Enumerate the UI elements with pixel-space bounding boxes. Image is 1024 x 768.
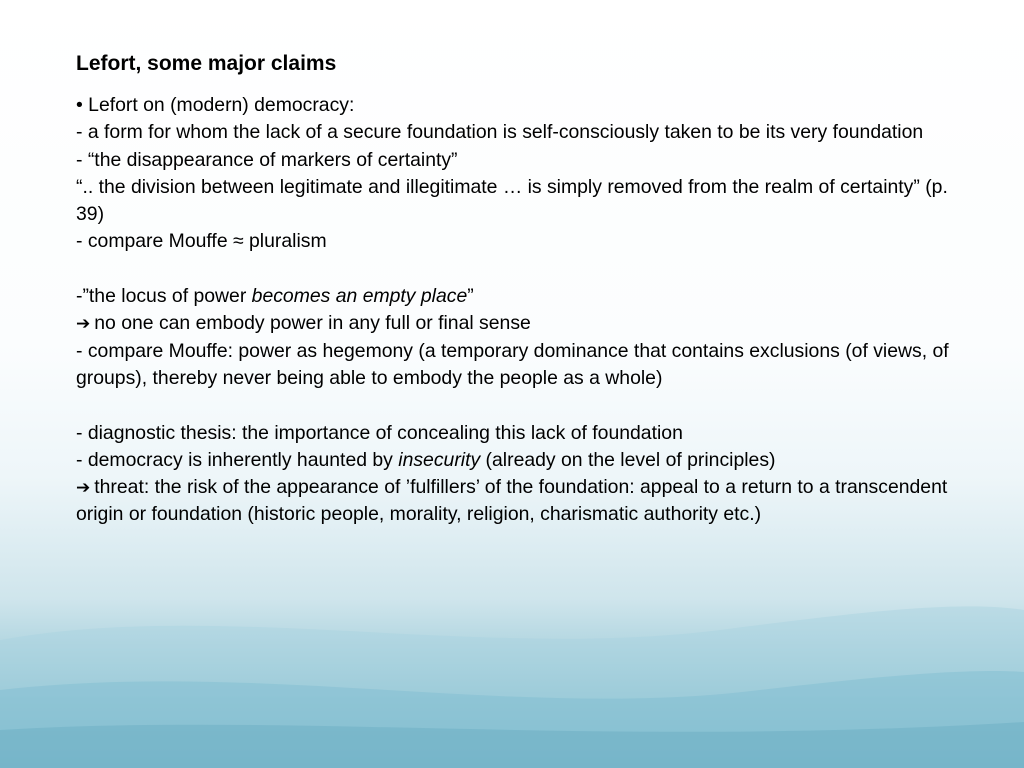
arrow-right-icon: ➔: [76, 478, 91, 498]
text-segment: -”the locus of power: [76, 285, 252, 308]
line-compare-mouffe-pluralism: - compare Mouffe ≈ pluralism: [76, 230, 327, 253]
line-diagnostic-thesis: - diagnostic thesis: the importance of concealing this lack of foundation: [76, 421, 683, 444]
line-no-one-embody-power: [76, 310, 966, 337]
text-segment: (already on the level of principles): [480, 448, 776, 471]
spacer: [76, 256, 966, 283]
line-locus-of-power: [76, 283, 966, 310]
emphasis-empty-place: becomes an empty place: [251, 285, 468, 308]
text-segment: threat: the risk of the appearance of ’fulfillers’ of the foundation: appeal to a return to a transcendent origin or foundation (historic people, morality, religion, charismatic authority etc.): [76, 476, 948, 526]
emphasis-insecurity: insecurity: [398, 448, 481, 471]
line-threat-fulfillers: [76, 474, 966, 529]
line-haunted-by-insecurity: [76, 447, 966, 474]
line-markers-of-certainty: - “the disappearance of markers of certainty”: [76, 148, 458, 171]
arrow-right-icon: ➔: [76, 314, 91, 334]
slide-title: Lefort, some major claims: [76, 52, 337, 75]
text-segment: no one can embody power in any full or final sense: [94, 312, 531, 335]
slide-body: [76, 92, 966, 529]
bullet-lefort-democracy: • Lefort on (modern) democracy:: [76, 94, 355, 116]
spacer: [76, 392, 966, 419]
slide-content: [76, 50, 966, 529]
line-secure-foundation: - a form for whom the lack of a secure foundation is self-consciously taken to be its very foundation: [76, 121, 924, 144]
quote-legitimate-illegitimate: “.. the division between legitimate and illegitimate … is simply removed from the realm of certainty” (p. 39): [76, 175, 948, 226]
line-compare-mouffe-hegemony: - compare Mouffe: power as hegemony (a temporary dominance that contains exclusions (of views, of groups), thereby never being able to embody the people as a whole): [76, 339, 949, 389]
text-segment: - democracy is inherently haunted by: [76, 448, 399, 471]
text-segment: ”: [467, 285, 474, 308]
